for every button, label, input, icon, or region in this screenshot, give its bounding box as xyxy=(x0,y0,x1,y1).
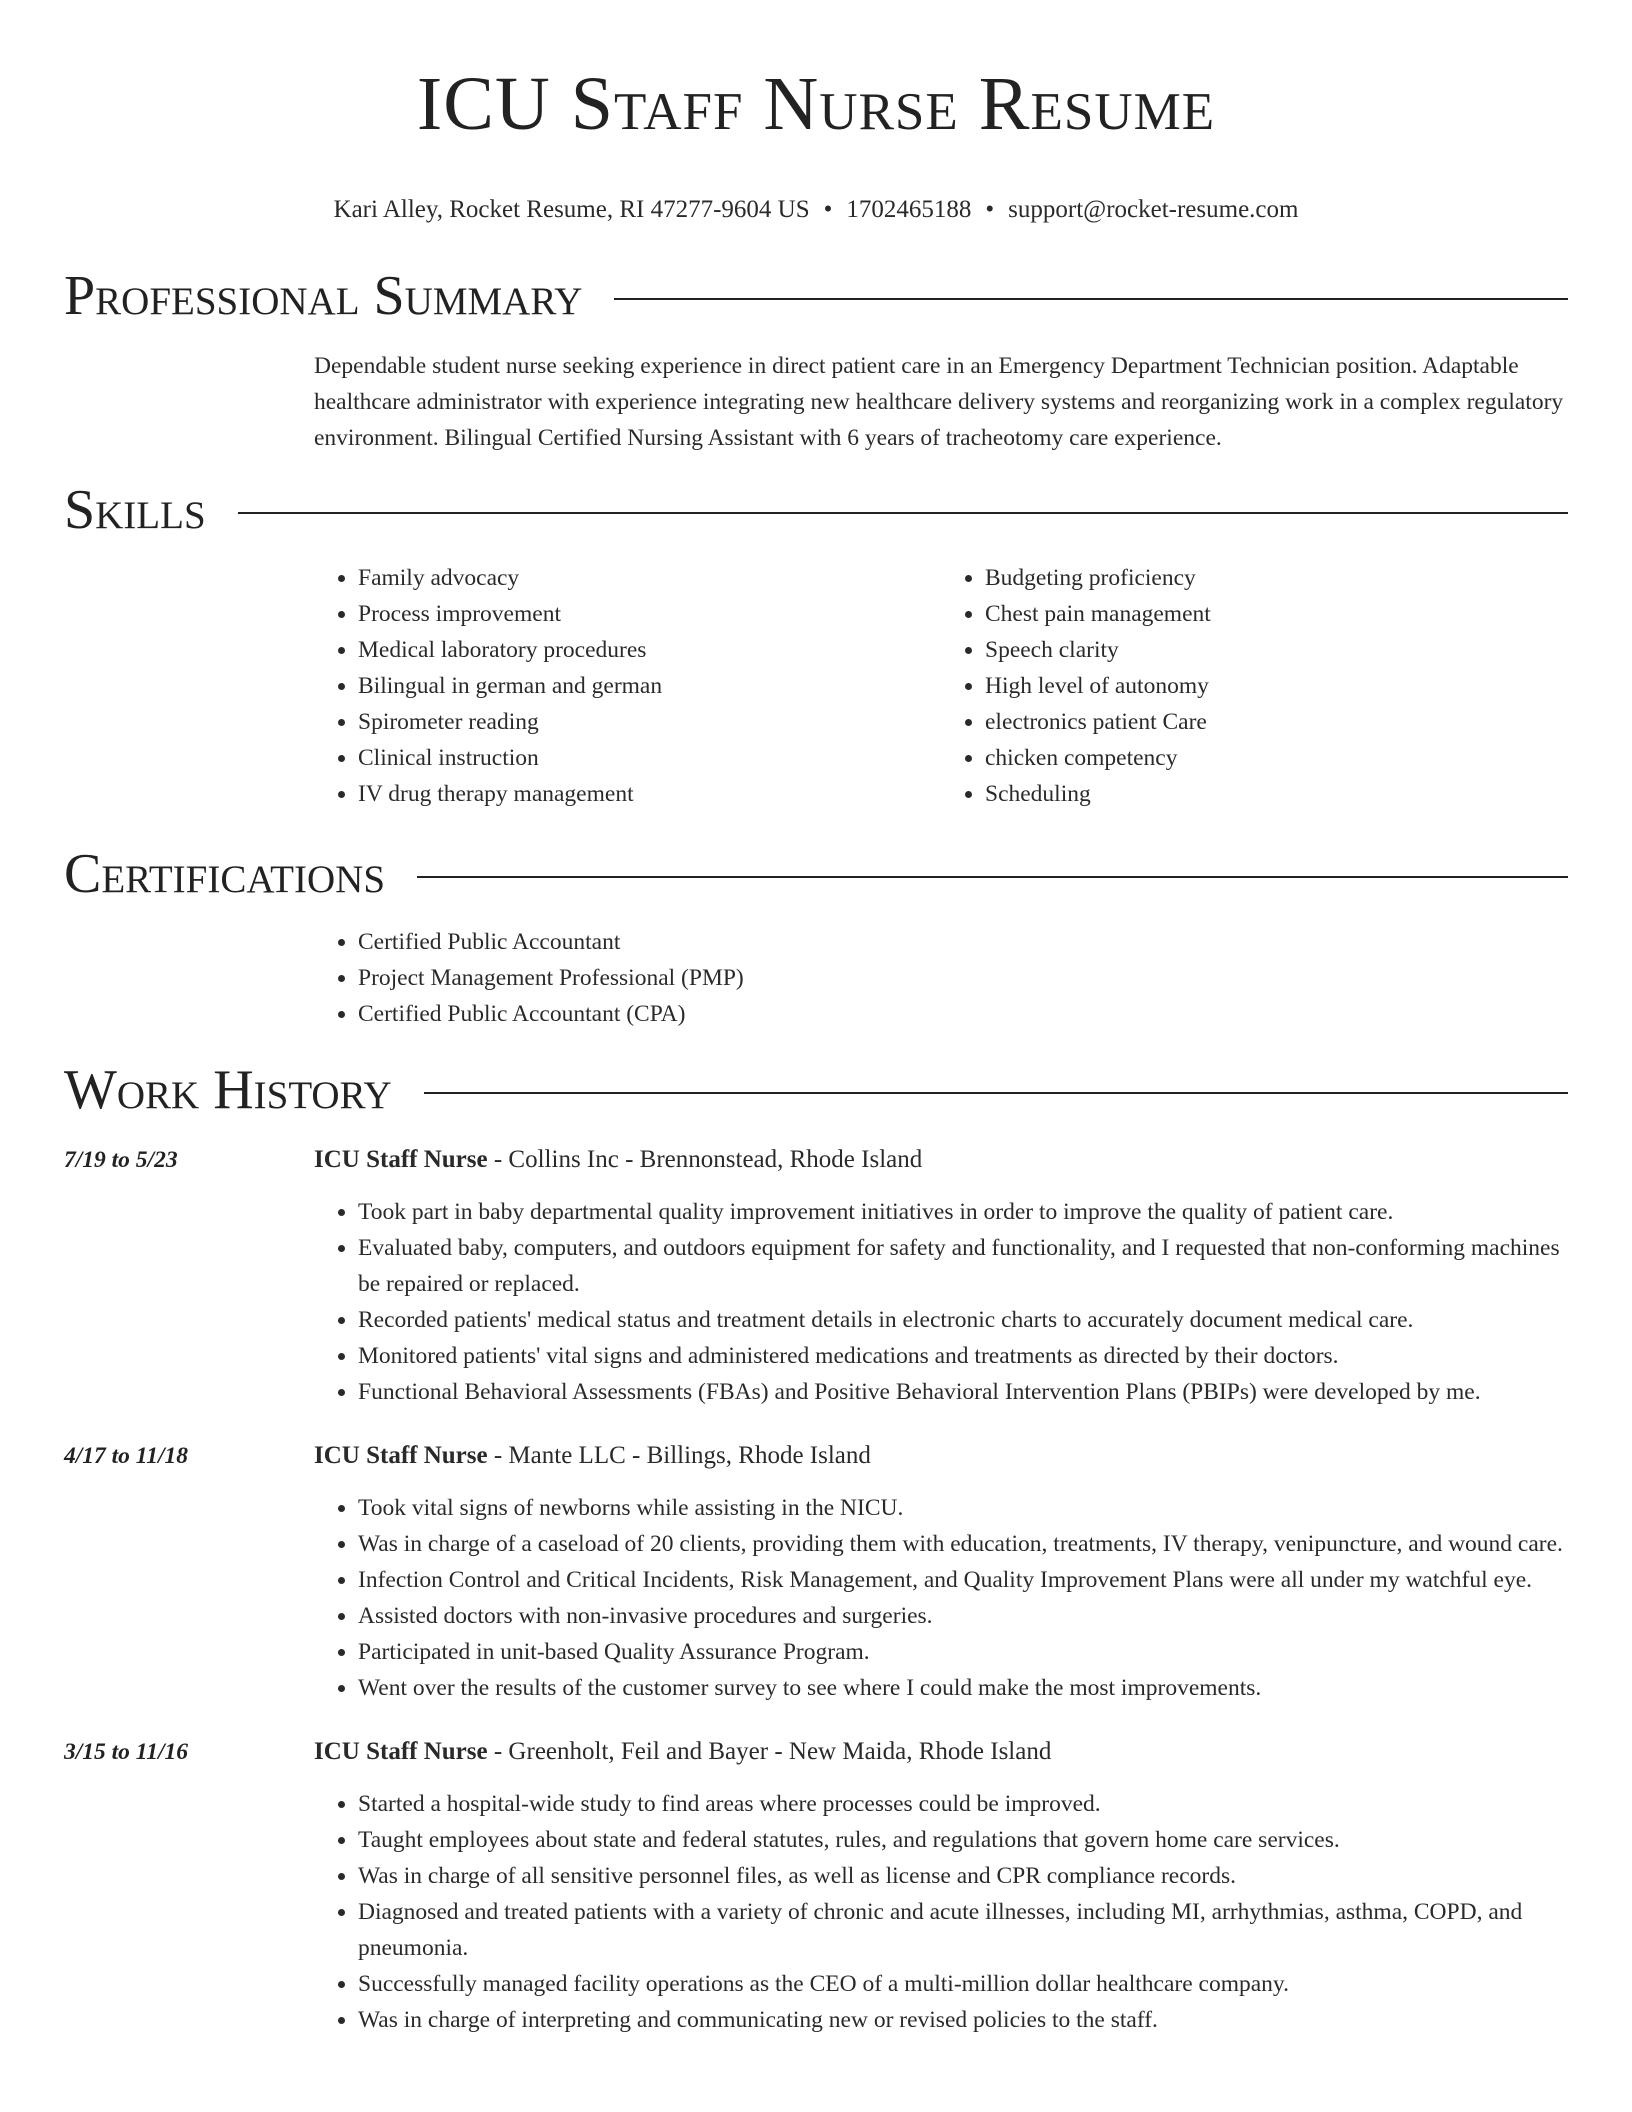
contact-line xyxy=(0,194,1632,226)
job-title-line xyxy=(314,1144,1568,1176)
job-title-line xyxy=(314,1440,1568,1472)
job-dates: 7/19 to 5/23 xyxy=(64,1147,178,1173)
job-duties xyxy=(314,1194,1568,1410)
job-entry xyxy=(64,1736,1568,2038)
certification-item: • Certified Public Accountant xyxy=(358,924,1568,960)
summary-section-header xyxy=(64,266,1568,326)
work-heading: Work History xyxy=(64,1059,392,1121)
skill-item: • chicken competency xyxy=(985,740,1568,776)
job-duty: • Was in charge of interpreting and communicating new or revised policies to the staff. xyxy=(358,2002,1568,2038)
skill-item: • Scheduling xyxy=(985,776,1568,812)
skill-item: • High level of autonomy xyxy=(985,668,1568,704)
job-title: ICU Staff Nurse xyxy=(314,1146,488,1173)
skill-item: • Speech clarity xyxy=(985,632,1568,668)
job-duties xyxy=(314,1490,1568,1706)
contact-separator: • xyxy=(823,196,833,223)
skill-item: • Spirometer reading xyxy=(358,704,941,740)
skills-column-left xyxy=(314,560,941,812)
job-employer: - Greenholt, Feil and Bayer - New Maida, Rhode Island xyxy=(487,1738,1052,1765)
job-entry xyxy=(64,1440,1568,1706)
job-title-line xyxy=(314,1736,1568,1768)
job-duty: • Took part in baby departmental quality improvement initiatives in order to improve the quality of patient care. xyxy=(358,1194,1568,1230)
skill-item: • Process improvement xyxy=(358,596,941,632)
skills-section-header xyxy=(64,480,1568,540)
skills-column-right xyxy=(941,560,1568,812)
contact-phone: 1702465188 xyxy=(846,196,972,223)
summary-text: Dependable student nurse seeking experience in direct patient care in an Emergency Department Technician position. Adaptable healthcare administrator with experience integrating new healthcare delivery systems and reorganizing work in a complex regulatory environment. Bilingual Certified Nursing Assistant with 6 years of tracheotomy care experience. xyxy=(314,353,1564,451)
job-title: ICU Staff Nurse xyxy=(314,1738,488,1765)
section-divider xyxy=(417,876,1568,878)
skill-item: • Chest pain management xyxy=(985,596,1568,632)
job-duty: • Went over the results of the customer survey to see where I could make the most improvements. xyxy=(358,1670,1568,1706)
job-duty: • Took vital signs of newborns while assisting in the NICU. xyxy=(358,1490,1568,1526)
contact-address: Kari Alley, Rocket Resume, RI 47277-9604 US xyxy=(333,196,810,223)
skill-item: • Clinical instruction xyxy=(358,740,941,776)
job-detail xyxy=(314,1440,1568,1706)
job-dates: 4/17 to 11/18 xyxy=(64,1443,189,1469)
job-duty: • Participated in unit-based Quality Assurance Program. xyxy=(358,1634,1568,1670)
certifications-list xyxy=(314,924,1568,1032)
job-dates: 3/15 to 11/16 xyxy=(64,1739,189,1765)
certification-item: • Certified Public Accountant (CPA) xyxy=(358,996,1568,1032)
certification-item: • Project Management Professional (PMP) xyxy=(358,960,1568,996)
skills-heading: Skills xyxy=(64,479,206,541)
job-title: ICU Staff Nurse xyxy=(314,1442,488,1469)
section-divider xyxy=(614,298,1568,300)
summary-heading: Professional Summary xyxy=(64,265,583,327)
skill-item: • Budgeting proficiency xyxy=(985,560,1568,596)
work-section-header xyxy=(64,1060,1568,1120)
job-duty: • Started a hospital-wide study to find areas where processes could be improved. xyxy=(358,1786,1568,1822)
job-duty: • Recorded patients' medical status and treatment details in electronic charts to accurately document medical care. xyxy=(358,1302,1568,1338)
job-duty: • Successfully managed facility operations as the CEO of a multi-million dollar healthcare company. xyxy=(358,1966,1568,2002)
job-duty: • Diagnosed and treated patients with a variety of chronic and acute illnesses, including MI, arrhythmias, asthma, COPD, and pneumonia. xyxy=(358,1894,1568,1966)
skill-item: • IV drug therapy management xyxy=(358,776,941,812)
job-employer: - Mante LLC - Billings, Rhode Island xyxy=(487,1442,871,1469)
job-detail xyxy=(314,1736,1568,2038)
job-duty: • Was in charge of all sensitive personnel files, as well as license and CPR compliance records. xyxy=(358,1858,1568,1894)
contact-email: support@rocket-resume.com xyxy=(1008,196,1299,223)
job-detail xyxy=(314,1144,1568,1410)
job-entry xyxy=(64,1144,1568,1410)
section-divider xyxy=(238,512,1568,514)
section-divider xyxy=(424,1092,1568,1094)
skill-item: • Family advocacy xyxy=(358,560,941,596)
job-duty: • Monitored patients' vital signs and administered medications and treatments as directed by their doctors. xyxy=(358,1338,1568,1374)
job-duty: • Functional Behavioral Assessments (FBAs) and Positive Behavioral Intervention Plans (PBIPs) were developed by me. xyxy=(358,1374,1568,1410)
job-duty: • Assisted doctors with non-invasive procedures and surgeries. xyxy=(358,1598,1568,1634)
job-duty: • Evaluated baby, computers, and outdoors equipment for safety and functionality, and I requested that non-conforming machines be repaired or replaced. xyxy=(358,1230,1568,1302)
job-duty: • Infection Control and Critical Incidents, Risk Management, and Quality Improvement Plans were all under my watchful eye. xyxy=(358,1562,1568,1598)
skill-item: • electronics patient Care xyxy=(985,704,1568,740)
job-duty: • Taught employees about state and federal statutes, rules, and regulations that govern home care services. xyxy=(358,1822,1568,1858)
resume-title: ICU Staff Nurse Resume xyxy=(416,62,1216,146)
skills-list xyxy=(314,560,1568,812)
skill-item: • Bilingual in german and german xyxy=(358,668,941,704)
job-duty: • Was in charge of a caseload of 20 clients, providing them with education, treatments, IV therapy, venipuncture, and wound care. xyxy=(358,1526,1568,1562)
job-employer: - Collins Inc - Brennonstead, Rhode Island xyxy=(487,1146,923,1173)
certifications-heading: Certifications xyxy=(64,843,386,905)
contact-separator: • xyxy=(985,196,995,223)
job-duties xyxy=(314,1786,1568,2038)
certifications-section-header xyxy=(64,844,1568,904)
skill-item: • Medical laboratory procedures xyxy=(358,632,941,668)
